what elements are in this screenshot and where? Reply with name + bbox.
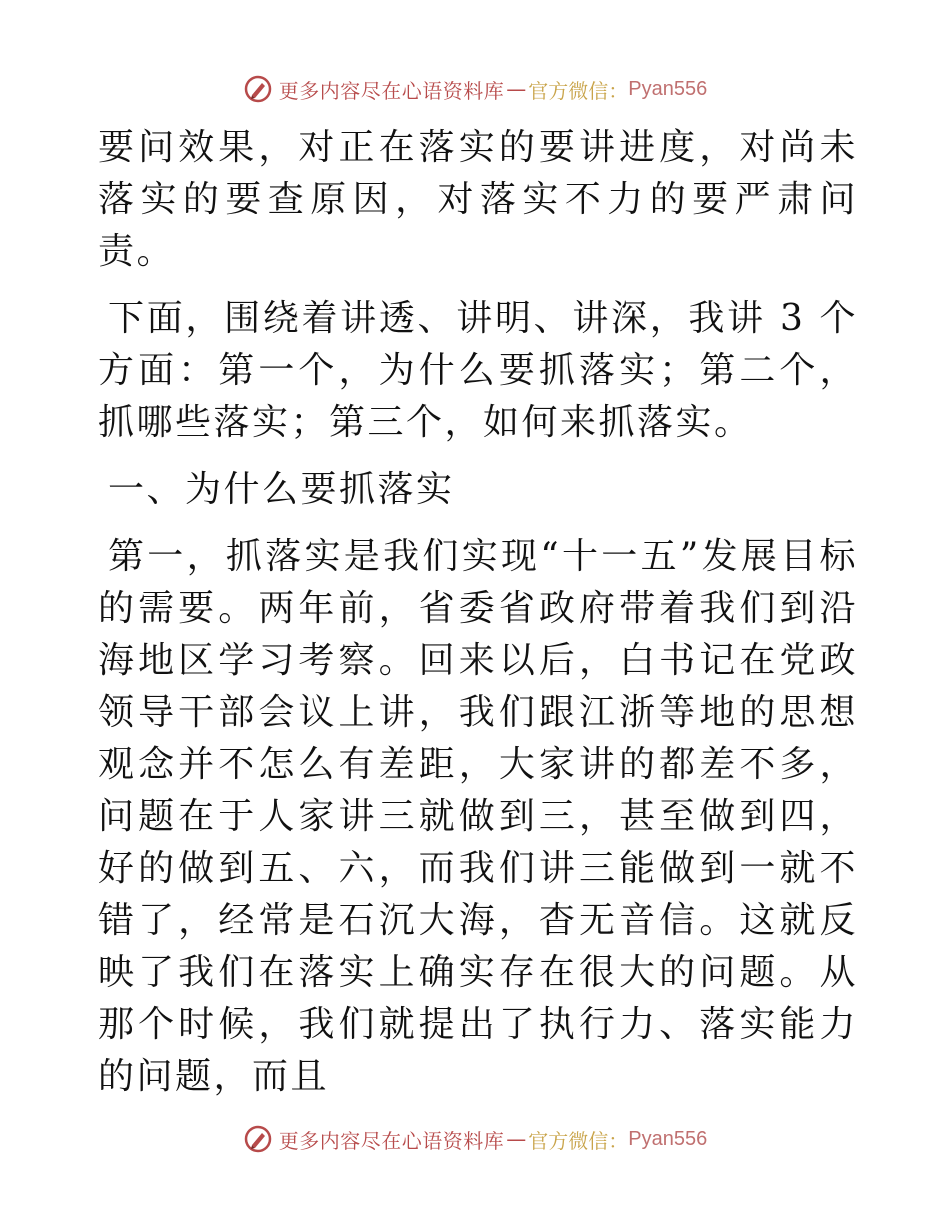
pen-circle-icon <box>243 74 273 104</box>
watermark-text: 更多内容尽在心语资料库 <box>278 1128 505 1153</box>
watermark-text: 更多内容尽在心语资料库 <box>278 78 505 103</box>
paragraph-1: 要问效果，对正在落实的要讲进度，对尚未落实的要查原因，对落实不力的要严肃问责。 <box>98 127 858 272</box>
watermark-separator: — <box>506 77 527 101</box>
document-body <box>98 122 858 1118</box>
header-watermark <box>0 74 950 104</box>
pen-circle-icon <box>243 1124 273 1154</box>
watermark-wechat-id: Pyan556 <box>628 1127 708 1150</box>
paragraph-3: 第一，抓落实是我们实现“十一五”发展目标的需要。两年前，省委省政府带着我们到沿海地区学习考察。回来以后，白书记在党政领导干部会议上讲，我们跟江浙等地的思想观念并不怎么有差距，大家讲的都差不多，问题在于人家讲三就做到三，甚至做到四，好的做到五、六，而我们讲三能做到一就不错了，经常是石沉大海，杳无音信。这就反映了我们在落实上确实存在很大的问题。从那个时候，我们就提出了执行力、落实能力的问题，而且 <box>98 536 858 1097</box>
watermark-wechat-id: Pyan556 <box>628 77 708 100</box>
watermark-separator: — <box>506 1127 527 1151</box>
paragraph-2: 下面，围绕着讲透、讲明、讲深，我讲 3 个方面：第一个，为什么要抓落实；第二个，抓哪些落实；第三个，如何来抓落实。 <box>98 298 858 443</box>
section-heading: 一、为什么要抓落实 <box>108 469 455 510</box>
watermark-official-label: 官方微信： <box>528 78 629 103</box>
footer-watermark <box>0 1124 950 1154</box>
watermark-official-label: 官方微信： <box>528 1128 629 1153</box>
